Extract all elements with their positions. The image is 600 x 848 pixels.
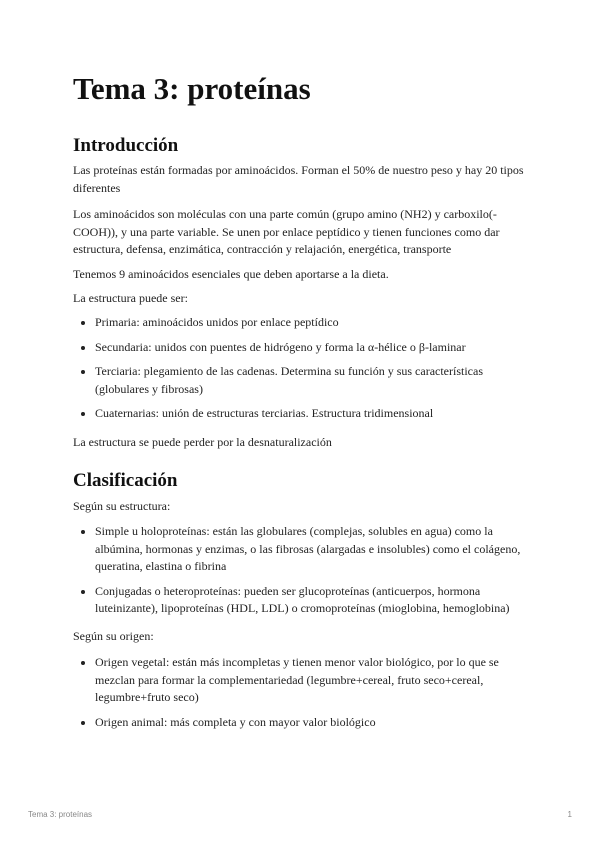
intro-paragraph-2: Los aminoácidos son moléculas con una parte común (grupo amino (NH2) y carboxilo(-COOH)), y una parte variable. Se unen por enlace peptídico y tienen funciones como dar estructura, defensa, enzimática, contracción y relajación, energética, transporte xyxy=(73,207,500,256)
list-item xyxy=(73,339,533,357)
bullet-icon xyxy=(81,721,85,725)
intro-paragraph-1: Las proteínas están formadas por aminoácidos. Forman el 50% de nuestro peso y hay 20 tipos diferentes xyxy=(73,163,524,195)
list-item-text: Conjugadas o heteroproteínas: pueden ser glucoproteínas (anticuerpos, hormona luteinizante), lipoproteínas (HDL, LDL) o cromoproteínas (mioglobina, hemoglobina) xyxy=(95,583,510,615)
footer-page-number: 1 xyxy=(567,810,572,819)
list-item-text: Origen vegetal: están más incompletas y tienen menor valor biológico, por lo que se mezclan para formar la complementariedad (legumbre+cereal, fruto seco+cereal, legumbre+fruto seco) xyxy=(95,655,499,704)
list-item-text: Simple u holoproteínas: están las globulares (complejas, solubles en agua) como la albúmina, hormonas y enzimas, o las fibrosas (alargadas e insolubles) como el colágeno, queratina, elastina o fibrina xyxy=(95,524,521,573)
bullet-icon xyxy=(81,661,85,665)
section-heading-clasificacion: Clasificación xyxy=(73,470,178,491)
footer-title: Tema 3: proteínas xyxy=(28,810,93,819)
list-item-text: Cuaternarias: unión de estructuras terciarias. Estructura tridimensional xyxy=(95,406,434,420)
list-item-text: Terciaria: plegamiento de las cadenas. Determina su función y sus características (globulares y fibrosas) xyxy=(95,364,483,396)
page-title: Tema 3: proteínas xyxy=(73,71,311,106)
list-item xyxy=(73,523,533,576)
list-item xyxy=(73,654,533,707)
bullet-icon xyxy=(81,412,85,416)
section-heading-introduccion: Introducción xyxy=(73,135,179,156)
by-origin-label: Según su origen: xyxy=(73,629,154,643)
list-item xyxy=(73,583,533,618)
bullet-icon xyxy=(81,590,85,594)
list-item-text: Origen animal: más completa y con mayor valor biológico xyxy=(95,714,376,729)
list-item xyxy=(73,363,533,398)
list-item-text: Primaria: aminoácidos unidos por enlace peptídico xyxy=(95,315,339,329)
list-item-text: Secundaria: unidos con puentes de hidrógeno y forma la α-hélice o β-laminar xyxy=(95,339,466,354)
bullet-icon xyxy=(81,370,85,374)
by-structure-list xyxy=(73,523,533,625)
by-structure-label: Según su estructura: xyxy=(73,499,171,513)
intro-paragraph-5: La estructura se puede perder por la desnaturalización xyxy=(73,435,332,449)
bullet-icon xyxy=(81,321,85,325)
bullet-icon xyxy=(81,346,85,350)
list-item xyxy=(73,314,533,332)
list-item xyxy=(73,405,533,423)
bullet-icon xyxy=(81,530,85,534)
intro-paragraph-3: Tenemos 9 aminoácidos esenciales que deben aportarse a la dieta. xyxy=(73,267,389,281)
list-item xyxy=(73,714,533,732)
intro-paragraph-4: La estructura puede ser: xyxy=(73,291,188,305)
by-origin-list xyxy=(73,654,533,738)
structure-list xyxy=(73,314,533,430)
